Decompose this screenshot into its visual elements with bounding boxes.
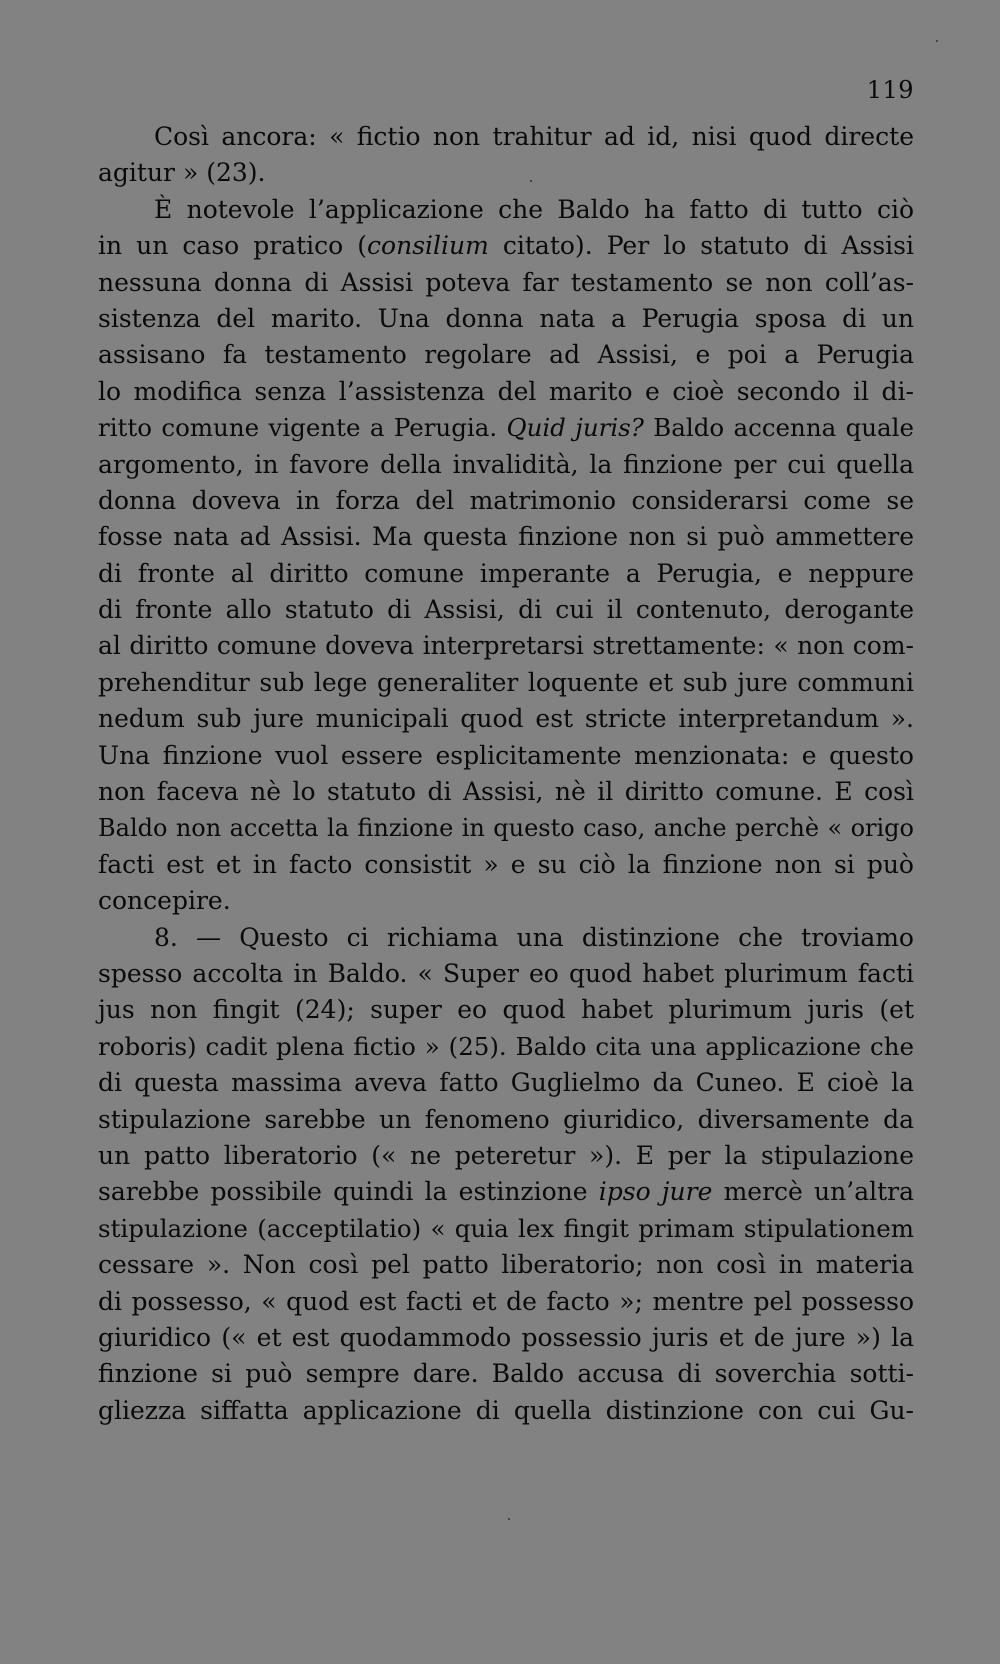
text-run: sarebbe possibile quindi la estinzione <box>98 1177 599 1207</box>
text-line: un patto liberatorio (« ne peteretur »). E per la stipulazione <box>98 1140 914 1170</box>
text-line: facti est et in facto consistit » e su ciò la finzione non si può <box>98 849 914 879</box>
scan-speck <box>530 180 532 182</box>
text-run: in un caso pratico ( <box>98 231 368 261</box>
text-run: citato). Per lo statuto di Assisi <box>488 231 914 261</box>
text-line: di possesso, « quod est facti et de facto »; mentre pel possesso <box>98 1286 914 1316</box>
text-line: stipulazione sarebbe un fenomeno giuridico, diversamente da <box>98 1104 914 1134</box>
text-run: mercè un’altra <box>712 1177 914 1207</box>
text-line: di questa massima aveva fatto Guglielmo da Cuneo. E cioè la <box>98 1068 914 1098</box>
text-line: nedum sub jure municipali quod est stricte interpretandum ». <box>98 704 914 734</box>
text-line: Baldo non accetta la finzione in questo caso, anche perchè « origo <box>98 814 914 843</box>
text-line <box>98 228 914 264</box>
text-line: jus non fingit (24); super eo quod habet plurimum juris (et <box>98 995 914 1025</box>
text-line: nessuna donna di Assisi poteva far testamento se non coll’as- <box>98 267 914 297</box>
text-line: assisano fa testamento regolare ad Assisi, e poi a Perugia <box>98 340 914 370</box>
text-line: agitur » (23). <box>98 158 266 188</box>
text-line: sistenza del marito. Una donna nata a Perugia sposa di un <box>98 303 914 333</box>
text-line: finzione si può sempre dare. Baldo accusa di soverchia sotti- <box>98 1359 914 1389</box>
italic-term: Quid juris? <box>506 413 644 443</box>
text-line: donna doveva in forza del matrimonio considerarsi come se <box>98 485 914 515</box>
scan-speck <box>508 1518 510 1520</box>
text-line: cessare ». Non così pel patto liberatorio; non così in materia <box>98 1250 914 1280</box>
text-line: lo modifica senza l’assistenza del marito e cioè secondo il di- <box>98 376 914 406</box>
text-line: prehenditur sub lege generaliter loquente et sub jure communi <box>98 667 914 697</box>
text-line: non faceva nè lo statuto di Assisi, nè il diritto comune. E così <box>98 777 914 807</box>
text-line: argomento, in favore della invalidità, la finzione per cui quella <box>98 449 914 479</box>
text-line: È notevole l’applicazione che Baldo ha fatto di tutto ciò <box>154 194 914 224</box>
body-text <box>98 119 914 1429</box>
text-line: gliezza siffatta applicazione di quella distinzione con cui Gu- <box>98 1395 914 1425</box>
text-line: stipulazione (acceptilatio) « quia lex fingit primam stipulationem <box>98 1213 914 1243</box>
italic-term: ipso jure <box>598 1177 713 1207</box>
text-run: ritto comune vigente a Perugia. <box>98 413 507 443</box>
scan-speck <box>936 40 938 42</box>
text-line: fosse nata ad Assisi. Ma questa finzione non si può ammettere <box>98 522 914 552</box>
text-line: Una finzione vuol essere esplicitamente menzionata: e questo <box>98 740 914 770</box>
text-line <box>98 410 914 446</box>
text-line: roboris) cadit plena fictio » (25). Baldo cita una applicazione che <box>98 1031 914 1061</box>
page-number: 119 <box>866 76 914 104</box>
text-line: spesso accolta in Baldo. « Super eo quod habet plurimum facti <box>98 958 914 988</box>
text-run: Baldo accenna quale <box>643 413 914 443</box>
text-line: di fronte al diritto comune imperante a Perugia, e neppure <box>98 558 914 588</box>
text-line <box>98 1174 914 1210</box>
text-line: di fronte allo statuto di Assisi, di cui il contenuto, derogante <box>98 595 914 625</box>
text-line: al diritto comune doveva interpretarsi strettamente: « non com- <box>98 631 914 661</box>
text-line: Così ancora: « fictio non trahitur ad id, nisi quod directe <box>154 122 914 151</box>
section-start-line: 8. — Questo ci richiama una distinzione che troviamo <box>154 922 914 952</box>
text-line: concepire. <box>98 886 231 916</box>
text-line: giuridico (« et est quodammodo possessio juris et de jure ») la <box>98 1322 914 1352</box>
italic-term: consilium <box>367 231 489 261</box>
